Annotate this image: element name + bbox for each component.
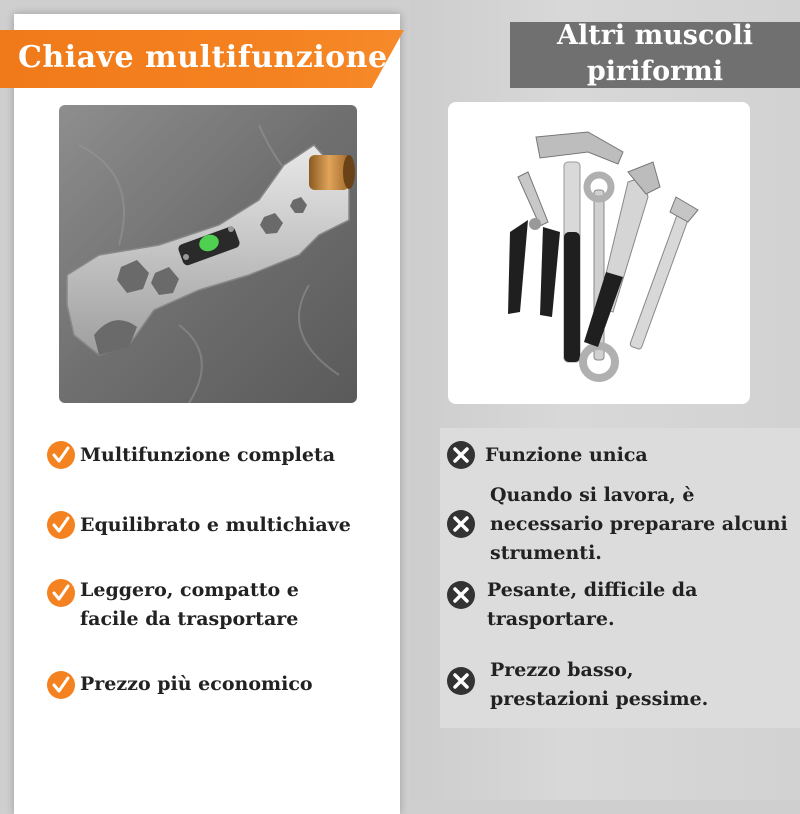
other-tools-photo (448, 102, 750, 404)
drawback-text (485, 441, 648, 470)
x-circle-icon (446, 509, 476, 539)
check-circle-icon (46, 510, 76, 540)
drawback-line: necessario preparare alcuni (490, 513, 788, 535)
right-title (510, 18, 800, 90)
multifunction-wrench-photo (59, 105, 357, 403)
feature-text (80, 511, 351, 540)
right-title-line: Altri muscoli (557, 20, 753, 51)
feature-text (80, 441, 335, 470)
right-title-line: piriformi (586, 56, 724, 87)
drawback-line: Quando si lavora, è (490, 484, 695, 506)
drawback-text (490, 656, 708, 714)
feature-line: facile da trasportare (80, 608, 299, 630)
feature-line: Equilibrato e multichiave (80, 514, 351, 536)
drawback-line: Funzione unica (485, 444, 648, 466)
drawback-line: strumenti. (490, 542, 602, 564)
feature-line: Prezzo più economico (80, 673, 313, 695)
feature-line: Multifunzione completa (80, 444, 336, 466)
pliers-icon (508, 172, 560, 317)
drawback-text (487, 576, 697, 634)
drawback-line: prestazioni pessime. (490, 688, 709, 710)
check-circle-icon (46, 440, 76, 470)
check-circle-icon (46, 578, 76, 608)
feature-text (80, 670, 313, 699)
x-circle-icon (446, 666, 476, 696)
feature-line: Leggero, compatto e (80, 579, 299, 601)
drawback-line: Pesante, difficile da (487, 579, 698, 601)
drawback-line: trasportare. (487, 608, 615, 630)
feature-text (80, 576, 299, 634)
tools-illustration (448, 102, 750, 404)
x-circle-icon (446, 440, 476, 470)
left-title: Chiave multifunzione (18, 40, 388, 75)
check-circle-icon (46, 670, 76, 700)
wrench-illustration (59, 105, 357, 403)
x-circle-icon (446, 580, 476, 610)
drawback-line: Prezzo basso, (490, 659, 634, 681)
drawback-text (490, 481, 800, 568)
